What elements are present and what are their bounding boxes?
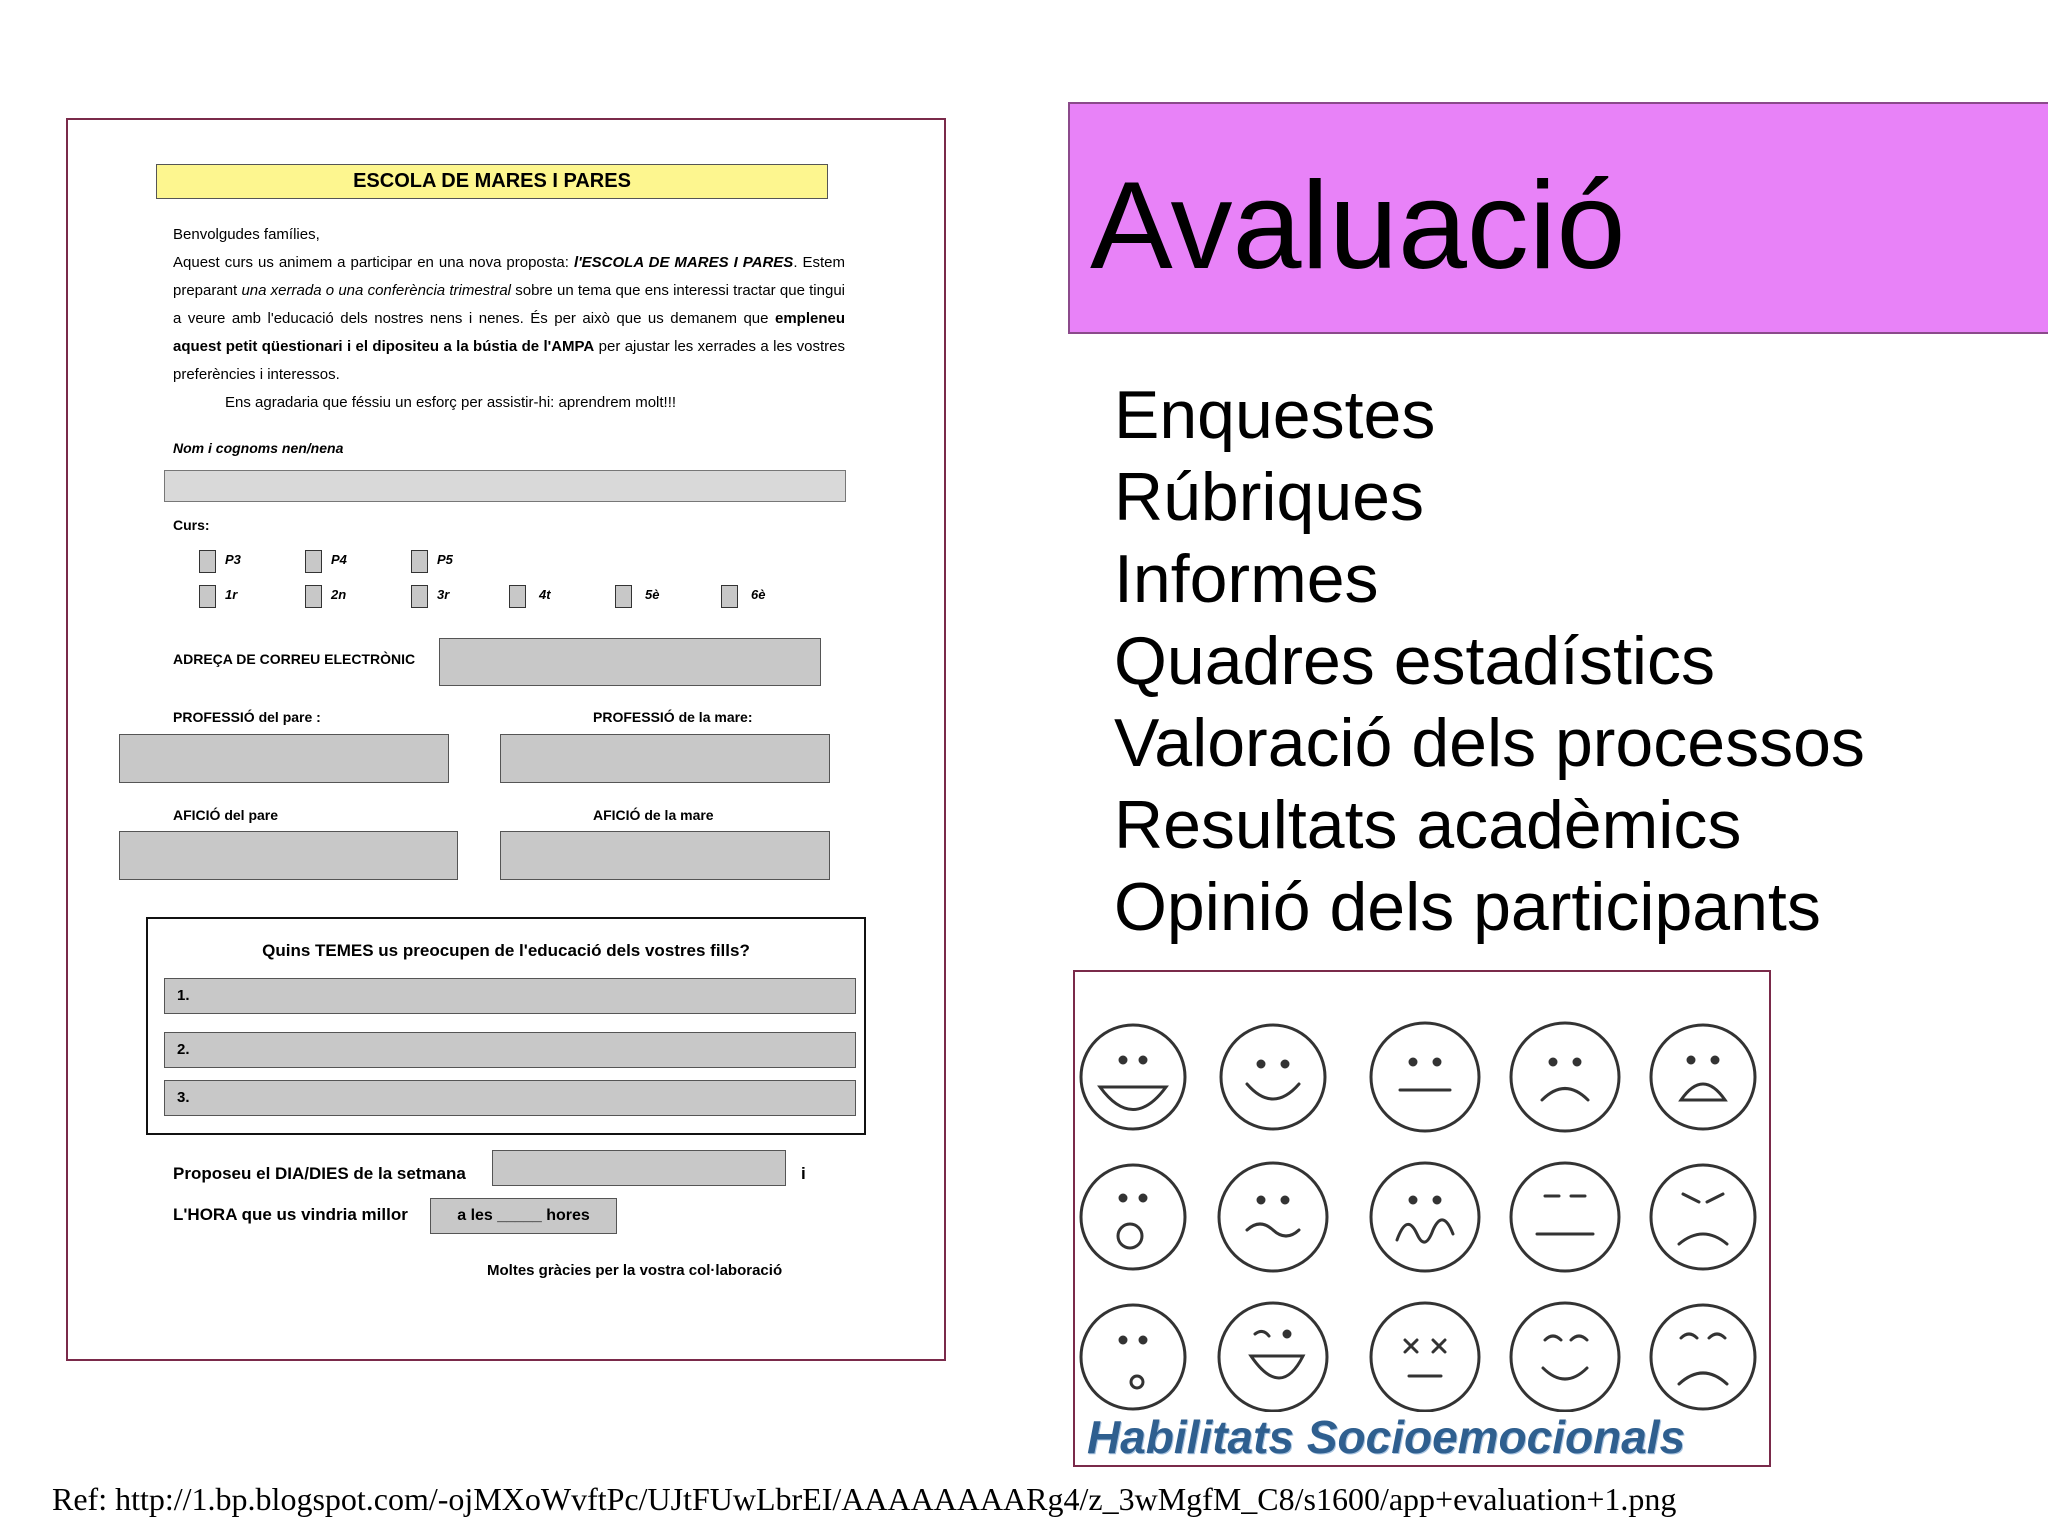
intro-text-e: sobre un tema que ens interessi tractar que tingui a veure amb l'educació dels nostres nens i nenes. És per això que us demanem que <box>173 282 845 327</box>
checkbox-3r[interactable] <box>411 585 428 608</box>
checkbox-label: 5è <box>645 587 660 602</box>
slide-title: Avaluació <box>1090 157 1626 295</box>
father-profession-field[interactable] <box>119 734 449 783</box>
topic-field-1[interactable]: 1. <box>164 978 856 1014</box>
intro-text-school: l'ESCOLA DE MARES I PARES <box>573 254 794 271</box>
course-label: Curs: <box>173 517 210 533</box>
list-item: Quadres estadístics <box>1114 623 1715 699</box>
intro-text-talk: una xerrada o una conferència trimestral <box>241 282 512 299</box>
sad-face-icon <box>1511 1023 1619 1131</box>
name-field[interactable] <box>164 470 846 502</box>
dizzy-face-icon <box>1371 1303 1479 1411</box>
reference-link[interactable]: Ref: http://1.bp.blogspot.com/-ojMXoWvftPc/UJtFUwLbrEI/AAAAAAAARg4/z_3wMgfM_C8/s1600/app+evaluation+1.png <box>52 1481 1677 1517</box>
checkbox-2n[interactable] <box>305 585 322 608</box>
checkbox-label: P3 <box>225 552 241 567</box>
bored-face-icon <box>1511 1163 1619 1271</box>
nervous-face-icon <box>1371 1163 1479 1271</box>
disappointed-face-icon <box>1651 1305 1755 1409</box>
checkbox-label: 3r <box>437 587 450 602</box>
intro-text-g: per ajustar les xerrades a les vostres preferències i interessos. <box>173 338 846 383</box>
form-title: ESCOLA DE MARES I PARES <box>156 164 828 199</box>
winking-face-icon <box>1219 1303 1327 1411</box>
emoji-caption: Habilitats Socioemocionals <box>1087 1411 1686 1463</box>
content-face-icon <box>1511 1303 1619 1411</box>
checkbox-p3[interactable] <box>199 550 216 573</box>
checkbox-p4[interactable] <box>305 550 322 573</box>
father-hobby-label: AFICIÓ del pare <box>173 807 279 823</box>
checkbox-label: P5 <box>437 552 453 567</box>
neutral-face-icon <box>1371 1023 1479 1131</box>
list-item: Rúbriques <box>1114 459 1424 535</box>
form-greeting: Benvolgudes famílies, <box>173 226 320 243</box>
list-item: Resultats acadèmics <box>1114 787 1742 863</box>
topic-field-3[interactable]: 3. <box>164 1080 856 1116</box>
hour-label: L'HORA que us vindria millor <box>173 1205 408 1224</box>
topics-box <box>146 917 866 1135</box>
mother-profession-field[interactable] <box>500 734 830 783</box>
checkbox-label: 2n <box>331 587 347 602</box>
checkbox-5e[interactable] <box>615 585 632 608</box>
mother-hobby-field[interactable] <box>500 831 830 880</box>
evaluation-list <box>1114 374 1865 948</box>
days-label: Proposeu el DIA/DIES de la setmana <box>173 1164 466 1183</box>
checkbox-1r[interactable] <box>199 585 216 608</box>
checkbox-p5[interactable] <box>411 550 428 573</box>
checkbox-label: P4 <box>331 552 347 567</box>
email-label: ADREÇA DE CORREU ELECTRÒNIC <box>173 651 416 667</box>
list-item: Enquestes <box>1114 377 1436 453</box>
list-item: Informes <box>1114 541 1379 617</box>
crying-face-icon <box>1651 1025 1755 1129</box>
form-intro-paragraph <box>173 249 845 389</box>
checkbox-6e[interactable] <box>721 585 738 608</box>
questionnaire-document <box>66 118 946 1361</box>
checkbox-label: 6è <box>751 587 766 602</box>
list-item: Valoració dels processos <box>1114 705 1865 781</box>
intro-text-c: . Estem preparant <box>173 254 845 299</box>
days-field[interactable] <box>492 1150 786 1186</box>
uneasy-face-icon <box>1219 1163 1327 1271</box>
intro-text-a: Aquest curs us animem a participar en una nova proposta: <box>173 254 569 271</box>
topic-field-2[interactable]: 2. <box>164 1032 856 1068</box>
name-label: Nom i cognoms nen/nena <box>173 440 344 456</box>
email-field[interactable] <box>439 638 821 686</box>
topics-question: Quins TEMES us preocupen de l'educació dels vostres fills? <box>262 941 750 960</box>
checkbox-label: 1r <box>225 587 238 602</box>
checkbox-label: 4t <box>539 587 551 602</box>
angry-face-icon <box>1651 1165 1755 1269</box>
father-hobby-field[interactable] <box>119 831 458 880</box>
checkbox-4t[interactable] <box>509 585 526 608</box>
intro-text-instructions: empleneu aquest petit qüestionari i el dipositeu a la bústia de l'AMPA <box>173 310 846 355</box>
list-item: Opinió dels participants <box>1114 869 1821 945</box>
smiling-face-icon <box>1221 1025 1325 1129</box>
emotions-image <box>1073 970 1771 1467</box>
shocked-face-icon <box>1081 1305 1185 1409</box>
thanks-text: Moltes gràcies per la vostra col·laboració <box>487 1262 783 1279</box>
mother-hobby-label: AFICIÓ de la mare <box>593 807 714 823</box>
days-conjunction: i <box>801 1164 806 1183</box>
form-encouragement: Ens agradaria que féssiu un esforç per assistir-hi: aprendrem molt!!! <box>225 394 677 411</box>
emotion-faces-grid <box>1075 972 1769 1412</box>
laughing-face-icon <box>1081 1025 1185 1129</box>
hour-field[interactable]: a les _____ hores <box>430 1198 617 1234</box>
title-banner <box>1068 102 2048 334</box>
mother-profession-label: PROFESSIÓ de la mare: <box>593 709 753 725</box>
surprised-face-icon <box>1081 1165 1185 1269</box>
father-profession-label: PROFESSIÓ del pare : <box>173 709 321 725</box>
